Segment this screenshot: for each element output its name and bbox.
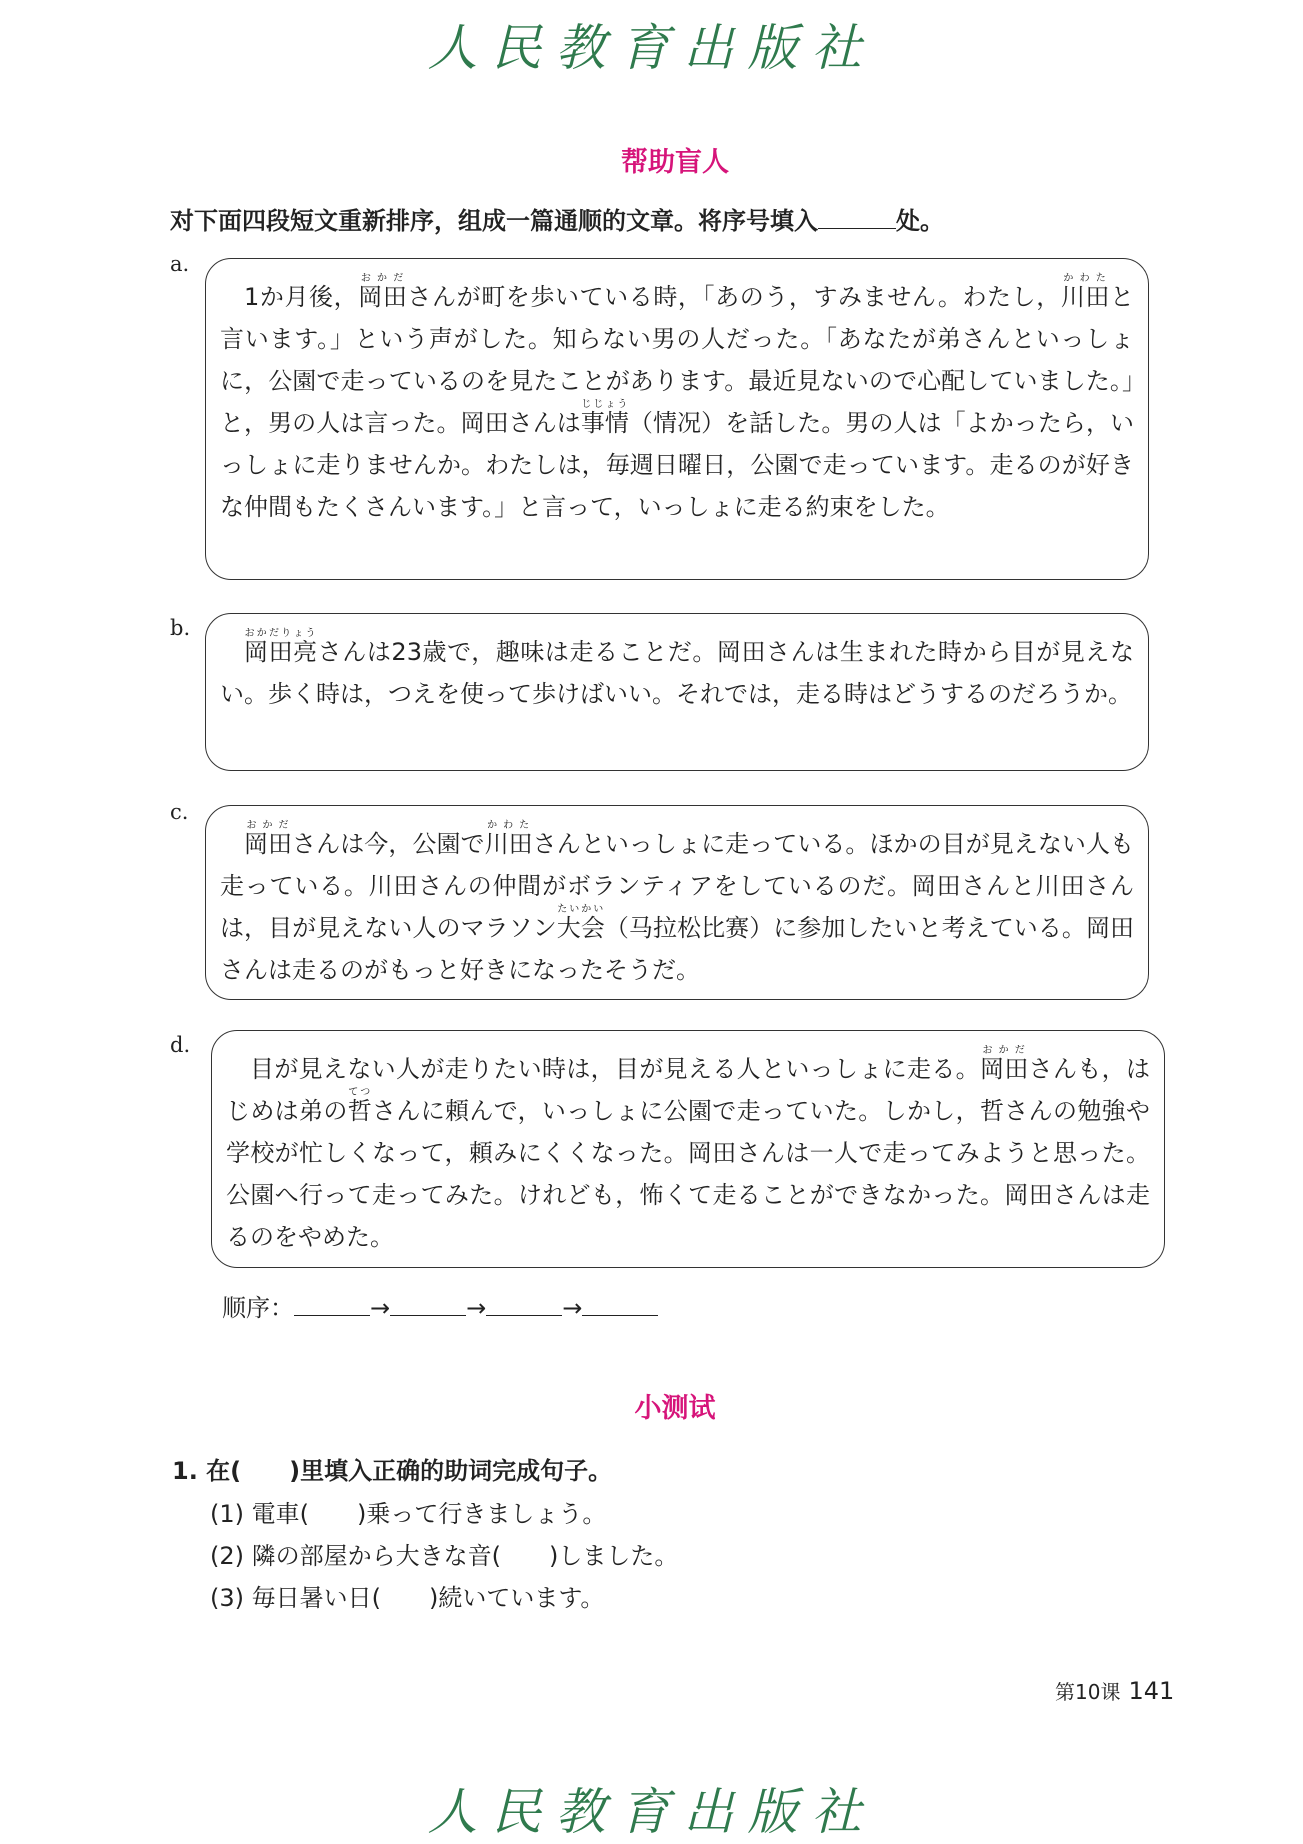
paragraph-letter-d: d. (170, 1033, 191, 1057)
order-blank-1 (294, 1297, 370, 1316)
order-blank-2 (390, 1297, 466, 1316)
section-title: 帮助盲人 (621, 147, 729, 178)
paragraph-c-text: 岡田おかださんは今，公園で川田かわたさんといっしょに走っている。ほかの目が見えない人も走っている。川田さんの仲間がボランティアをしているのだ。岡田さんと川田さんは，目が見えない人のマラソン大会たいかい（马拉松比赛）に参加したいと考えている。岡田さんは走るのがもっと好きになったそうだ。 (220, 820, 1135, 984)
paragraph-box-d (211, 1030, 1165, 1268)
page-number: 第10课 141 (1055, 1677, 1175, 1705)
order-blank-3 (486, 1297, 562, 1316)
order-blank-4 (582, 1297, 658, 1316)
paragraph-box-b (205, 613, 1149, 771)
paragraph-letter-b: b. (170, 616, 191, 640)
question-item-2: (2) 隣の部屋から大きな音( )しました。 (210, 1542, 679, 1570)
paragraph-b-text: 岡田亮おかだりょうさんは23歳で，趣味は走ることだ。岡田さんは生まれた時から目が見えない。歩く時は，つえを使って歩けばいい。それでは，走る時はどうするのだろうか。 (220, 628, 1135, 708)
paragraph-box-c (205, 805, 1149, 1000)
answer-blank (818, 210, 896, 229)
paragraph-letter-a: a. (170, 252, 190, 276)
paragraph-box-a (205, 258, 1149, 580)
question-item-3: (3) 毎日暑い日( )続いています。 (210, 1584, 605, 1612)
question-1: 1. 在( )里填入正确的助词完成句子。 (172, 1457, 613, 1485)
publisher-logo: 人民教育出版社 (427, 19, 876, 77)
instruction: 对下面四段短文重新排序，组成一篇通顺的文章。将序号填入 处。 (170, 207, 944, 235)
question-item-1: (1) 電車( )乗って行きましょう。 (210, 1500, 607, 1528)
paragraph-letter-c: c. (170, 800, 189, 824)
order-line: 顺序： → → → (222, 1288, 658, 1323)
paragraph-a-text: 1か月後，岡田おかださんが町を歩いている時，「あのう，すみません。わたし，川田かわたと言います。」という声がした。知らない男の人だった。「あなたが弟さんといっしょに，公園で走っているのを見たことがあります。最近見ないので心配していました。」と，男の人は言った。岡田さんは事情じじょう（情况）を話した。男の人は「よかったら，いっしょに走りませんか。わたしは，毎週日曜日，公園で走っています。走るのが好きな仲間もたくさんいます。」と言って，いっしょに走る約束をした。 (220, 273, 1135, 521)
publisher-logo-bottom: 人民教育出版社 (427, 1783, 876, 1841)
quiz-title: 小测试 (634, 1393, 716, 1424)
paragraph-d-text: 目が見えない人が走りたい時は，目が見える人といっしょに走る。岡田おかださんも，はじめは弟の哲てつさんに頼んで，いっしょに公園で走っていた。しかし，哲さんの勉強や学校が忙しくなって，頼みにくくなった。岡田さんは一人で走ってみようと思った。公園へ行って走ってみた。けれども，怖くて走ることができなかった。岡田さんは走るのをやめた。 (226, 1045, 1151, 1251)
